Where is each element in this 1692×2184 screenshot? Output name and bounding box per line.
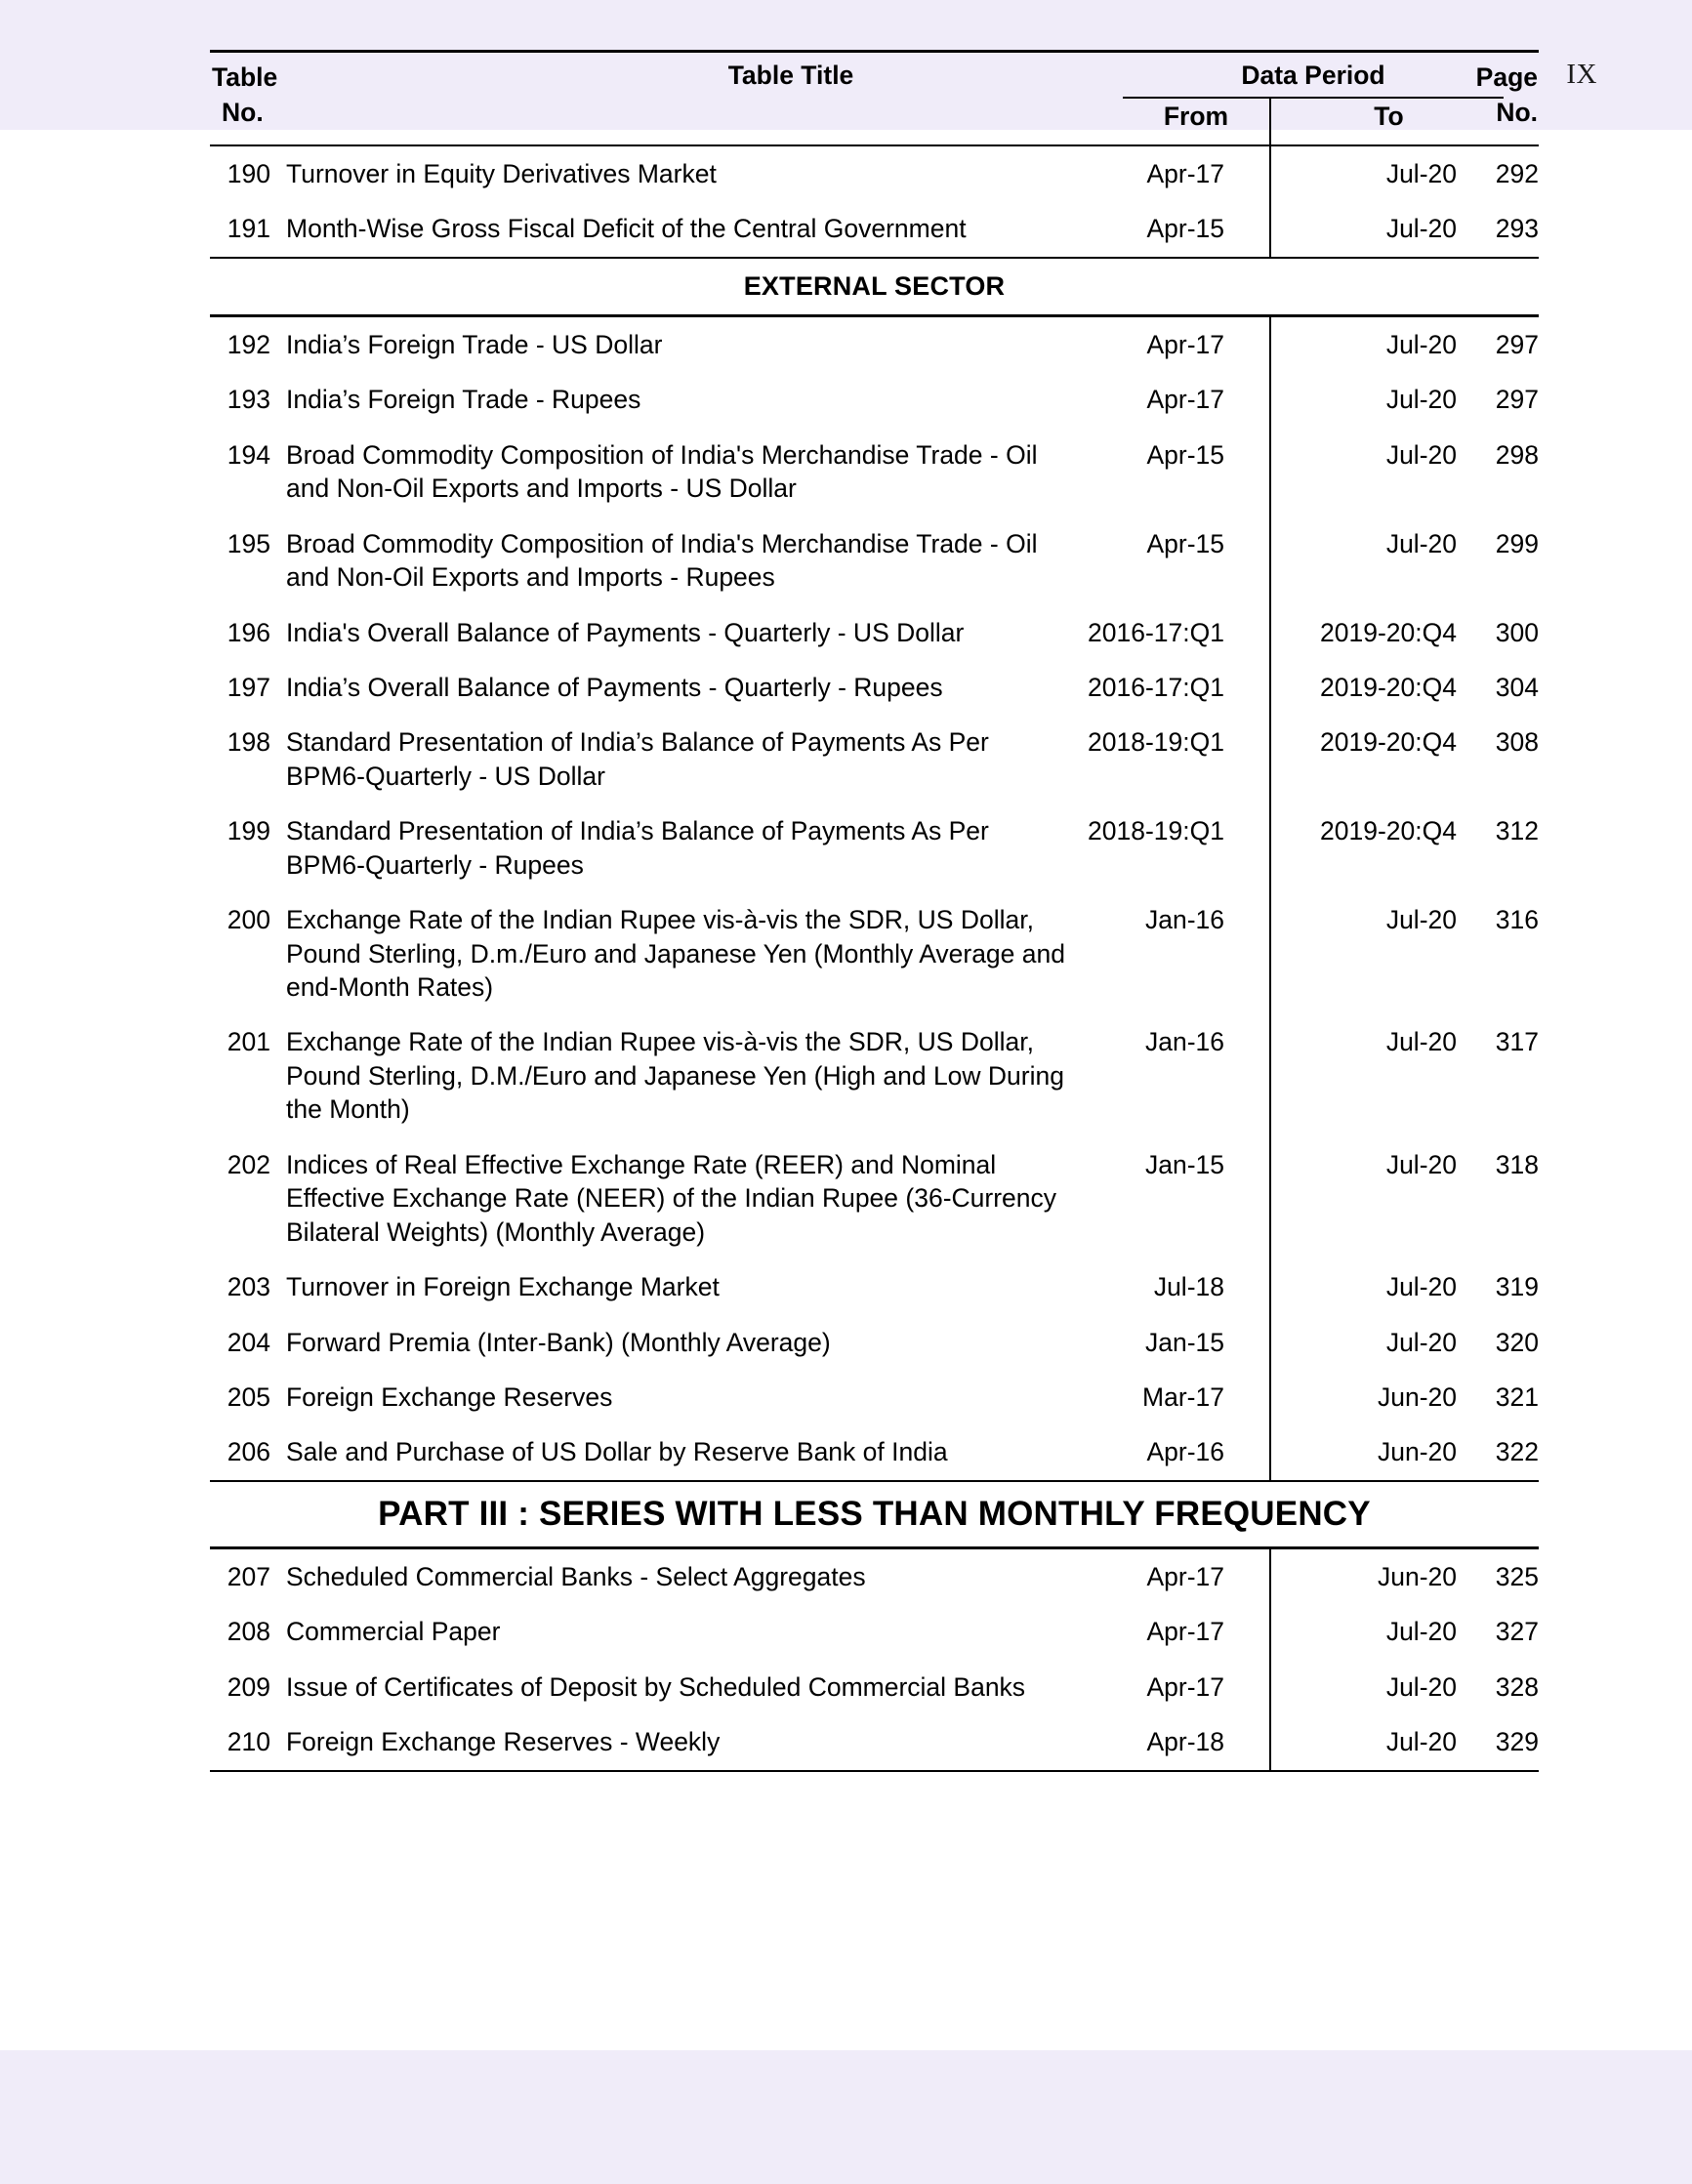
row-period-to: Jul-20 bbox=[1385, 159, 1457, 188]
table-row[interactable] bbox=[210, 201, 1539, 256]
row-period-from: 2018-19:Q1 bbox=[1088, 816, 1224, 846]
row-period-to: Jun-20 bbox=[1377, 1561, 1457, 1591]
page-bottom-band bbox=[0, 2050, 1692, 2184]
row-page-number: 320 bbox=[1495, 1327, 1539, 1357]
table-header-row bbox=[210, 53, 1539, 144]
column-header-table-no-line1: Table bbox=[212, 62, 278, 92]
table-row[interactable] bbox=[210, 1660, 1539, 1714]
row-period-to: Jun-20 bbox=[1377, 1381, 1457, 1412]
row-table-number: 199 bbox=[227, 816, 270, 846]
column-header-page-no-line1: Page bbox=[1475, 62, 1538, 92]
row-table-number: 191 bbox=[227, 214, 270, 244]
folio-page-number: IX bbox=[1566, 59, 1597, 90]
row-period-from: Jul-18 bbox=[1153, 1272, 1224, 1302]
table-row[interactable] bbox=[210, 516, 1539, 605]
row-period-to: Jul-20 bbox=[1385, 1027, 1457, 1057]
row-page-number: 308 bbox=[1495, 727, 1539, 758]
row-table-title: Forward Premia (Inter-Bank) (Monthly Average) bbox=[286, 1327, 831, 1357]
row-period-from: Mar-17 bbox=[1142, 1381, 1224, 1412]
table-row[interactable] bbox=[210, 660, 1539, 715]
row-period-to: Jul-20 bbox=[1385, 528, 1457, 558]
row-table-number: 202 bbox=[227, 1149, 270, 1179]
row-table-title: Indices of Real Effective Exchange Rate (REER) and Nominal Effective Exchange Rate (NEER) of the Indian Rupee (36-Currency Bilateral Weights) (Monthly Average) bbox=[286, 1149, 1057, 1247]
row-period-to: 2019-20:Q4 bbox=[1320, 672, 1457, 702]
row-table-number: 198 bbox=[227, 727, 270, 758]
row-page-number: 329 bbox=[1495, 1727, 1539, 1757]
column-header-page-no bbox=[1391, 61, 1538, 130]
row-table-number: 201 bbox=[227, 1027, 270, 1057]
row-table-number: 194 bbox=[227, 439, 270, 470]
row-page-number: 328 bbox=[1495, 1671, 1539, 1702]
row-table-title: Commercial Paper bbox=[286, 1617, 501, 1647]
row-table-title: Month-Wise Gross Fiscal Deficit of the Central Government bbox=[286, 214, 967, 244]
table-row[interactable] bbox=[210, 1424, 1539, 1479]
row-table-number: 193 bbox=[227, 385, 270, 415]
row-period-from: Jan-16 bbox=[1144, 1027, 1224, 1057]
column-header-table-title: Table Title bbox=[727, 61, 854, 90]
column-header-from: From bbox=[1163, 102, 1229, 131]
row-period-from: Apr-15 bbox=[1146, 528, 1224, 558]
row-period-to: 2019-20:Q4 bbox=[1320, 727, 1457, 758]
row-page-number: 298 bbox=[1495, 439, 1539, 470]
row-table-number: 207 bbox=[227, 1561, 270, 1591]
row-page-number: 292 bbox=[1495, 159, 1539, 188]
table-row-group bbox=[210, 317, 1539, 1480]
row-period-to: Jul-20 bbox=[1385, 214, 1457, 244]
row-table-title: Standard Presentation of India’s Balance of Payments As Per BPM6-Quarterly - US Dollar bbox=[286, 727, 989, 791]
row-table-number: 200 bbox=[227, 905, 270, 935]
row-period-to: Jul-20 bbox=[1385, 905, 1457, 935]
row-period-from: Apr-17 bbox=[1146, 329, 1224, 359]
column-header-table-no-line2: No. bbox=[222, 97, 264, 127]
row-page-number: 293 bbox=[1495, 214, 1539, 244]
row-table-title: Foreign Exchange Reserves - Weekly bbox=[286, 1727, 721, 1757]
row-period-from: Apr-17 bbox=[1146, 1671, 1224, 1702]
row-table-title: India's Overall Balance of Payments - Quarterly - US Dollar bbox=[286, 617, 965, 647]
table-row[interactable] bbox=[210, 1549, 1539, 1604]
row-table-number: 208 bbox=[227, 1617, 270, 1647]
table-row[interactable] bbox=[210, 1714, 1539, 1769]
row-period-from: Apr-15 bbox=[1146, 214, 1224, 244]
row-table-number: 209 bbox=[227, 1671, 270, 1702]
row-table-title: India’s Overall Balance of Payments - Quarterly - Rupees bbox=[286, 672, 943, 702]
row-period-to: Jul-20 bbox=[1385, 1727, 1457, 1757]
row-table-number: 206 bbox=[227, 1437, 270, 1467]
row-period-to: Jul-20 bbox=[1385, 329, 1457, 359]
row-table-title: Broad Commodity Composition of India's Merchandise Trade - Oil and Non-Oil Exports and Imports - US Dollar bbox=[286, 439, 1038, 504]
row-period-to: Jul-20 bbox=[1385, 1149, 1457, 1179]
row-page-number: 319 bbox=[1495, 1272, 1539, 1302]
row-period-from: Apr-17 bbox=[1146, 385, 1224, 415]
row-period-from: 2016-17:Q1 bbox=[1088, 672, 1224, 702]
column-header-to: To bbox=[1374, 102, 1404, 131]
header-from-to-divider bbox=[1269, 99, 1271, 144]
table-row-group bbox=[210, 1549, 1539, 1770]
table-row[interactable] bbox=[210, 1315, 1539, 1370]
row-table-title: Turnover in Equity Derivatives Market bbox=[286, 159, 717, 188]
table-section-rule bbox=[210, 1770, 1539, 1772]
table-row[interactable] bbox=[210, 428, 1539, 516]
table-row[interactable] bbox=[210, 1137, 1539, 1259]
table-row[interactable] bbox=[210, 1014, 1539, 1136]
row-table-number: 190 bbox=[227, 159, 270, 188]
row-period-to: Jul-20 bbox=[1385, 385, 1457, 415]
row-page-number: 304 bbox=[1495, 672, 1539, 702]
row-table-title: Exchange Rate of the Indian Rupee vis-à-vis the SDR, US Dollar, Pound Sterling, D.m./Euro and Japanese Yen (Monthly Average and end-Month Rates) bbox=[286, 905, 1065, 1002]
row-period-to: Jul-20 bbox=[1385, 1617, 1457, 1647]
table-row[interactable] bbox=[210, 146, 1539, 201]
row-period-from: Jan-15 bbox=[1144, 1149, 1224, 1179]
table-body bbox=[210, 146, 1539, 1772]
row-table-title: Turnover in Foreign Exchange Market bbox=[286, 1272, 720, 1302]
table-row[interactable] bbox=[210, 605, 1539, 660]
row-period-to: Jul-20 bbox=[1385, 439, 1457, 470]
row-period-from: 2018-19:Q1 bbox=[1088, 727, 1224, 758]
row-table-title: Exchange Rate of the Indian Rupee vis-à-vis the SDR, US Dollar, Pound Sterling, D.M./Euro and Japanese Yen (High and Low During the Month) bbox=[286, 1027, 1064, 1125]
row-page-number: 325 bbox=[1495, 1561, 1539, 1591]
row-table-number: 192 bbox=[227, 329, 270, 359]
row-period-to: Jul-20 bbox=[1385, 1272, 1457, 1302]
row-table-title: Issue of Certificates of Deposit by Scheduled Commercial Banks bbox=[286, 1671, 1026, 1702]
section-heading: EXTERNAL SECTOR bbox=[743, 270, 1006, 301]
row-period-to: 2019-20:Q4 bbox=[1320, 617, 1457, 647]
row-period-from: Jan-15 bbox=[1144, 1327, 1224, 1357]
table-of-contents bbox=[210, 50, 1539, 1772]
table-row[interactable] bbox=[210, 1604, 1539, 1659]
row-period-to: Jun-20 bbox=[1377, 1437, 1457, 1467]
row-period-to: 2019-20:Q4 bbox=[1320, 816, 1457, 846]
row-page-number: 317 bbox=[1495, 1027, 1539, 1057]
row-table-title: Sale and Purchase of US Dollar by Reserve Bank of India bbox=[286, 1437, 948, 1467]
row-table-title: India’s Foreign Trade - US Dollar bbox=[286, 329, 663, 359]
row-period-from: 2016-17:Q1 bbox=[1088, 617, 1224, 647]
row-table-title: India’s Foreign Trade - Rupees bbox=[286, 385, 641, 415]
table-row[interactable] bbox=[210, 317, 1539, 372]
row-table-number: 196 bbox=[227, 617, 270, 647]
row-period-to: Jul-20 bbox=[1385, 1327, 1457, 1357]
row-period-to: Jul-20 bbox=[1385, 1671, 1457, 1702]
row-period-from: Apr-15 bbox=[1146, 439, 1224, 470]
row-table-title: Scheduled Commercial Banks - Select Aggregates bbox=[286, 1561, 866, 1591]
row-period-from: Jan-16 bbox=[1144, 905, 1224, 935]
table-row[interactable] bbox=[210, 892, 1539, 1014]
row-page-number: 321 bbox=[1495, 1381, 1539, 1412]
row-page-number: 312 bbox=[1495, 816, 1539, 846]
row-table-title: Foreign Exchange Reserves bbox=[286, 1381, 613, 1412]
table-row[interactable] bbox=[210, 804, 1539, 892]
row-page-number: 297 bbox=[1495, 329, 1539, 359]
table-row[interactable] bbox=[210, 715, 1539, 804]
row-table-number: 205 bbox=[227, 1381, 270, 1412]
section-heading: PART III : SERIES WITH LESS THAN MONTHLY FREQUENCY bbox=[378, 1494, 1371, 1533]
row-table-number: 195 bbox=[227, 528, 270, 558]
row-table-number: 197 bbox=[227, 672, 270, 702]
column-header-page-no-line2: No. bbox=[1496, 97, 1538, 127]
table-row[interactable] bbox=[210, 1370, 1539, 1424]
row-table-number: 204 bbox=[227, 1327, 270, 1357]
row-page-number: 318 bbox=[1495, 1149, 1539, 1179]
row-table-number: 210 bbox=[227, 1727, 270, 1757]
row-table-title: Standard Presentation of India’s Balance of Payments As Per BPM6-Quarterly - Rupees bbox=[286, 816, 989, 880]
table-row[interactable] bbox=[210, 372, 1539, 427]
table-row[interactable] bbox=[210, 1259, 1539, 1314]
column-header-data-period: Data Period bbox=[1241, 61, 1385, 90]
row-table-title: Broad Commodity Composition of India's Merchandise Trade - Oil and Non-Oil Exports and Imports - Rupees bbox=[286, 528, 1038, 593]
row-period-from: Apr-16 bbox=[1146, 1437, 1224, 1467]
row-period-from: Apr-17 bbox=[1146, 1617, 1224, 1647]
row-page-number: 297 bbox=[1495, 385, 1539, 415]
row-period-from: Apr-17 bbox=[1146, 1561, 1224, 1591]
row-page-number: 299 bbox=[1495, 528, 1539, 558]
row-page-number: 327 bbox=[1495, 1617, 1539, 1647]
row-table-number: 203 bbox=[227, 1272, 270, 1302]
row-period-from: Apr-17 bbox=[1146, 159, 1224, 188]
row-page-number: 316 bbox=[1495, 905, 1539, 935]
row-page-number: 322 bbox=[1495, 1437, 1539, 1467]
column-header-table-no bbox=[212, 61, 319, 130]
table-row-group bbox=[210, 146, 1539, 257]
row-page-number: 300 bbox=[1495, 617, 1539, 647]
row-period-from: Apr-18 bbox=[1146, 1727, 1224, 1757]
